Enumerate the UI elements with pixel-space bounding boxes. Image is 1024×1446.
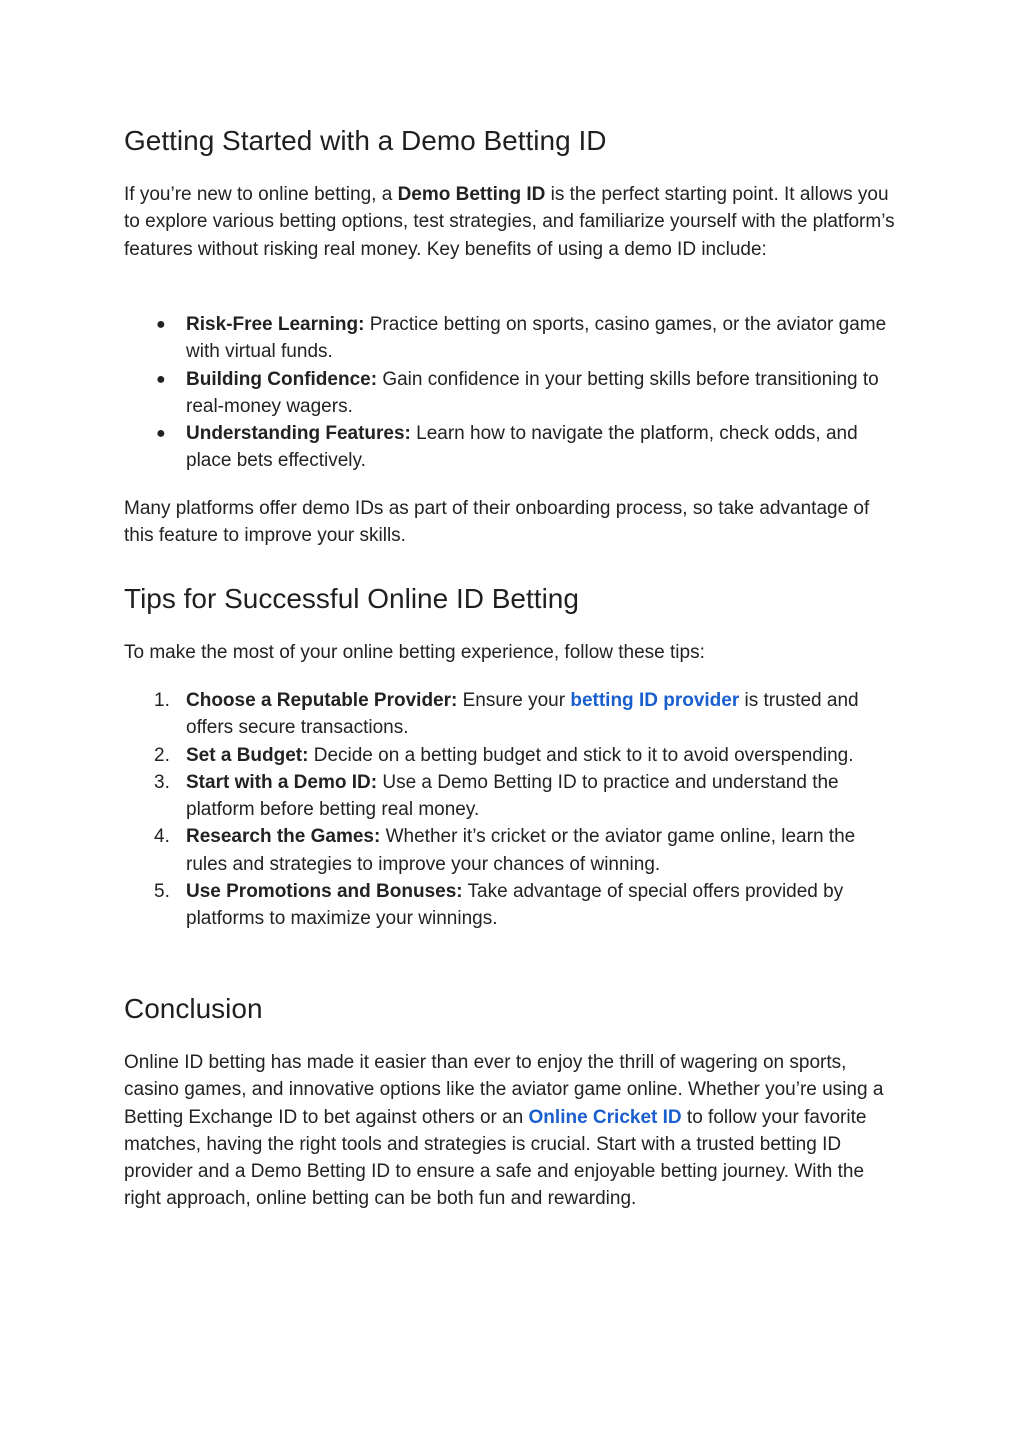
tips-intro-paragraph: To make the most of your online betting experience, follow these tips: (124, 642, 705, 663)
section-heading-getting-started: Getting Started with a Demo Betting ID (124, 125, 607, 156)
list-item-title: Understanding Features: (186, 423, 411, 445)
list-number: 3. (154, 771, 170, 793)
betting-id-provider-link[interactable]: betting ID provider (570, 690, 740, 711)
list-number: 2. (154, 744, 170, 766)
list-item (124, 420, 900, 475)
bullet-icon: ● (156, 425, 166, 443)
conclusion-text-after: to follow your favorite matches, having the right tools and strategies is crucial. Start with a trusted betting ID provider and a Demo Betting ID to ensure a safe and enjoyable betting journey. With the right approach, online betting can be both fun and rewarding. (124, 1106, 867, 1210)
list-item-title: Building Confidence: (186, 368, 378, 390)
list-item (124, 311, 900, 366)
list-item-title: Use Promotions and Bonuses: (186, 881, 463, 903)
list-item-title: Risk-Free Learning: (186, 314, 365, 335)
bullet-icon: ● (156, 316, 166, 333)
list-item-title: Set a Budget: (186, 744, 309, 766)
bullet-icon: ● (156, 370, 166, 388)
list-item-title: Research the Games: (186, 826, 381, 848)
list-item (124, 769, 900, 824)
list-item-text: Learn how to navigate the platform, check odds, and place bets effectively. (186, 423, 858, 472)
section-heading-tips: Tips for Successful Online ID Betting (124, 583, 579, 614)
online-cricket-id-link[interactable]: Online Cricket ID (528, 1106, 682, 1128)
list-item-text-after: is trusted and offers secure transactions. (186, 690, 859, 739)
conclusion-paragraph (124, 1049, 900, 1213)
closing-paragraph: Many platforms offer demo IDs as part of their onboarding process, so take advantage of this feature to improve your skills. (124, 498, 870, 547)
list-item (124, 366, 900, 421)
list-item-text: Whether it’s cricket or the aviator game online, learn the rules and strategies to improve your chances of winning. (186, 826, 856, 875)
section-heading-conclusion: Conclusion (124, 993, 263, 1024)
list-item-text: Use a Demo Betting ID to practice and understand the platform before betting real money. (186, 771, 839, 821)
list-item (124, 823, 900, 878)
intro-text-after: is the perfect starting point. It allows you to explore various betting options, test strategies, and familiarize yourself with the platform’s features without risking real money. Key benefits of using a demo ID include: (124, 184, 895, 260)
list-item-text: Gain confidence in your betting skills before transitioning to real-money wagers. (186, 368, 879, 417)
intro-paragraph (124, 181, 900, 263)
intro-bold-term: Demo Betting ID (397, 184, 546, 205)
list-item (124, 742, 900, 769)
list-item-title: Choose a Reputable Provider: (186, 690, 458, 711)
list-item-text: Take advantage of special offers provided by platforms to maximize your winnings. (186, 881, 844, 930)
list-item (124, 687, 900, 742)
list-item-title: Start with a Demo ID: (186, 771, 378, 793)
list-item-text: Practice betting on sports, casino games, or the aviator game with virtual funds. (186, 314, 887, 363)
list-number: 4. (154, 826, 170, 848)
list-number: 1. (154, 690, 170, 711)
tips-list (124, 687, 900, 933)
benefits-list (124, 311, 900, 475)
list-item-text: Ensure your (457, 690, 571, 711)
list-item-text: Decide on a betting budget and stick to it to avoid overspending. (308, 744, 854, 766)
list-number: 5. (154, 881, 170, 903)
list-item (124, 878, 900, 933)
intro-text-before: If you’re new to online betting, a (124, 184, 398, 205)
conclusion-text-before: Online ID betting has made it easier than ever to enjoy the thrill of wagering on sports, casino games, and innovative options like the aviator game online. Whether you’re using a Betting Exchange ID to bet against others or an (124, 1052, 884, 1128)
